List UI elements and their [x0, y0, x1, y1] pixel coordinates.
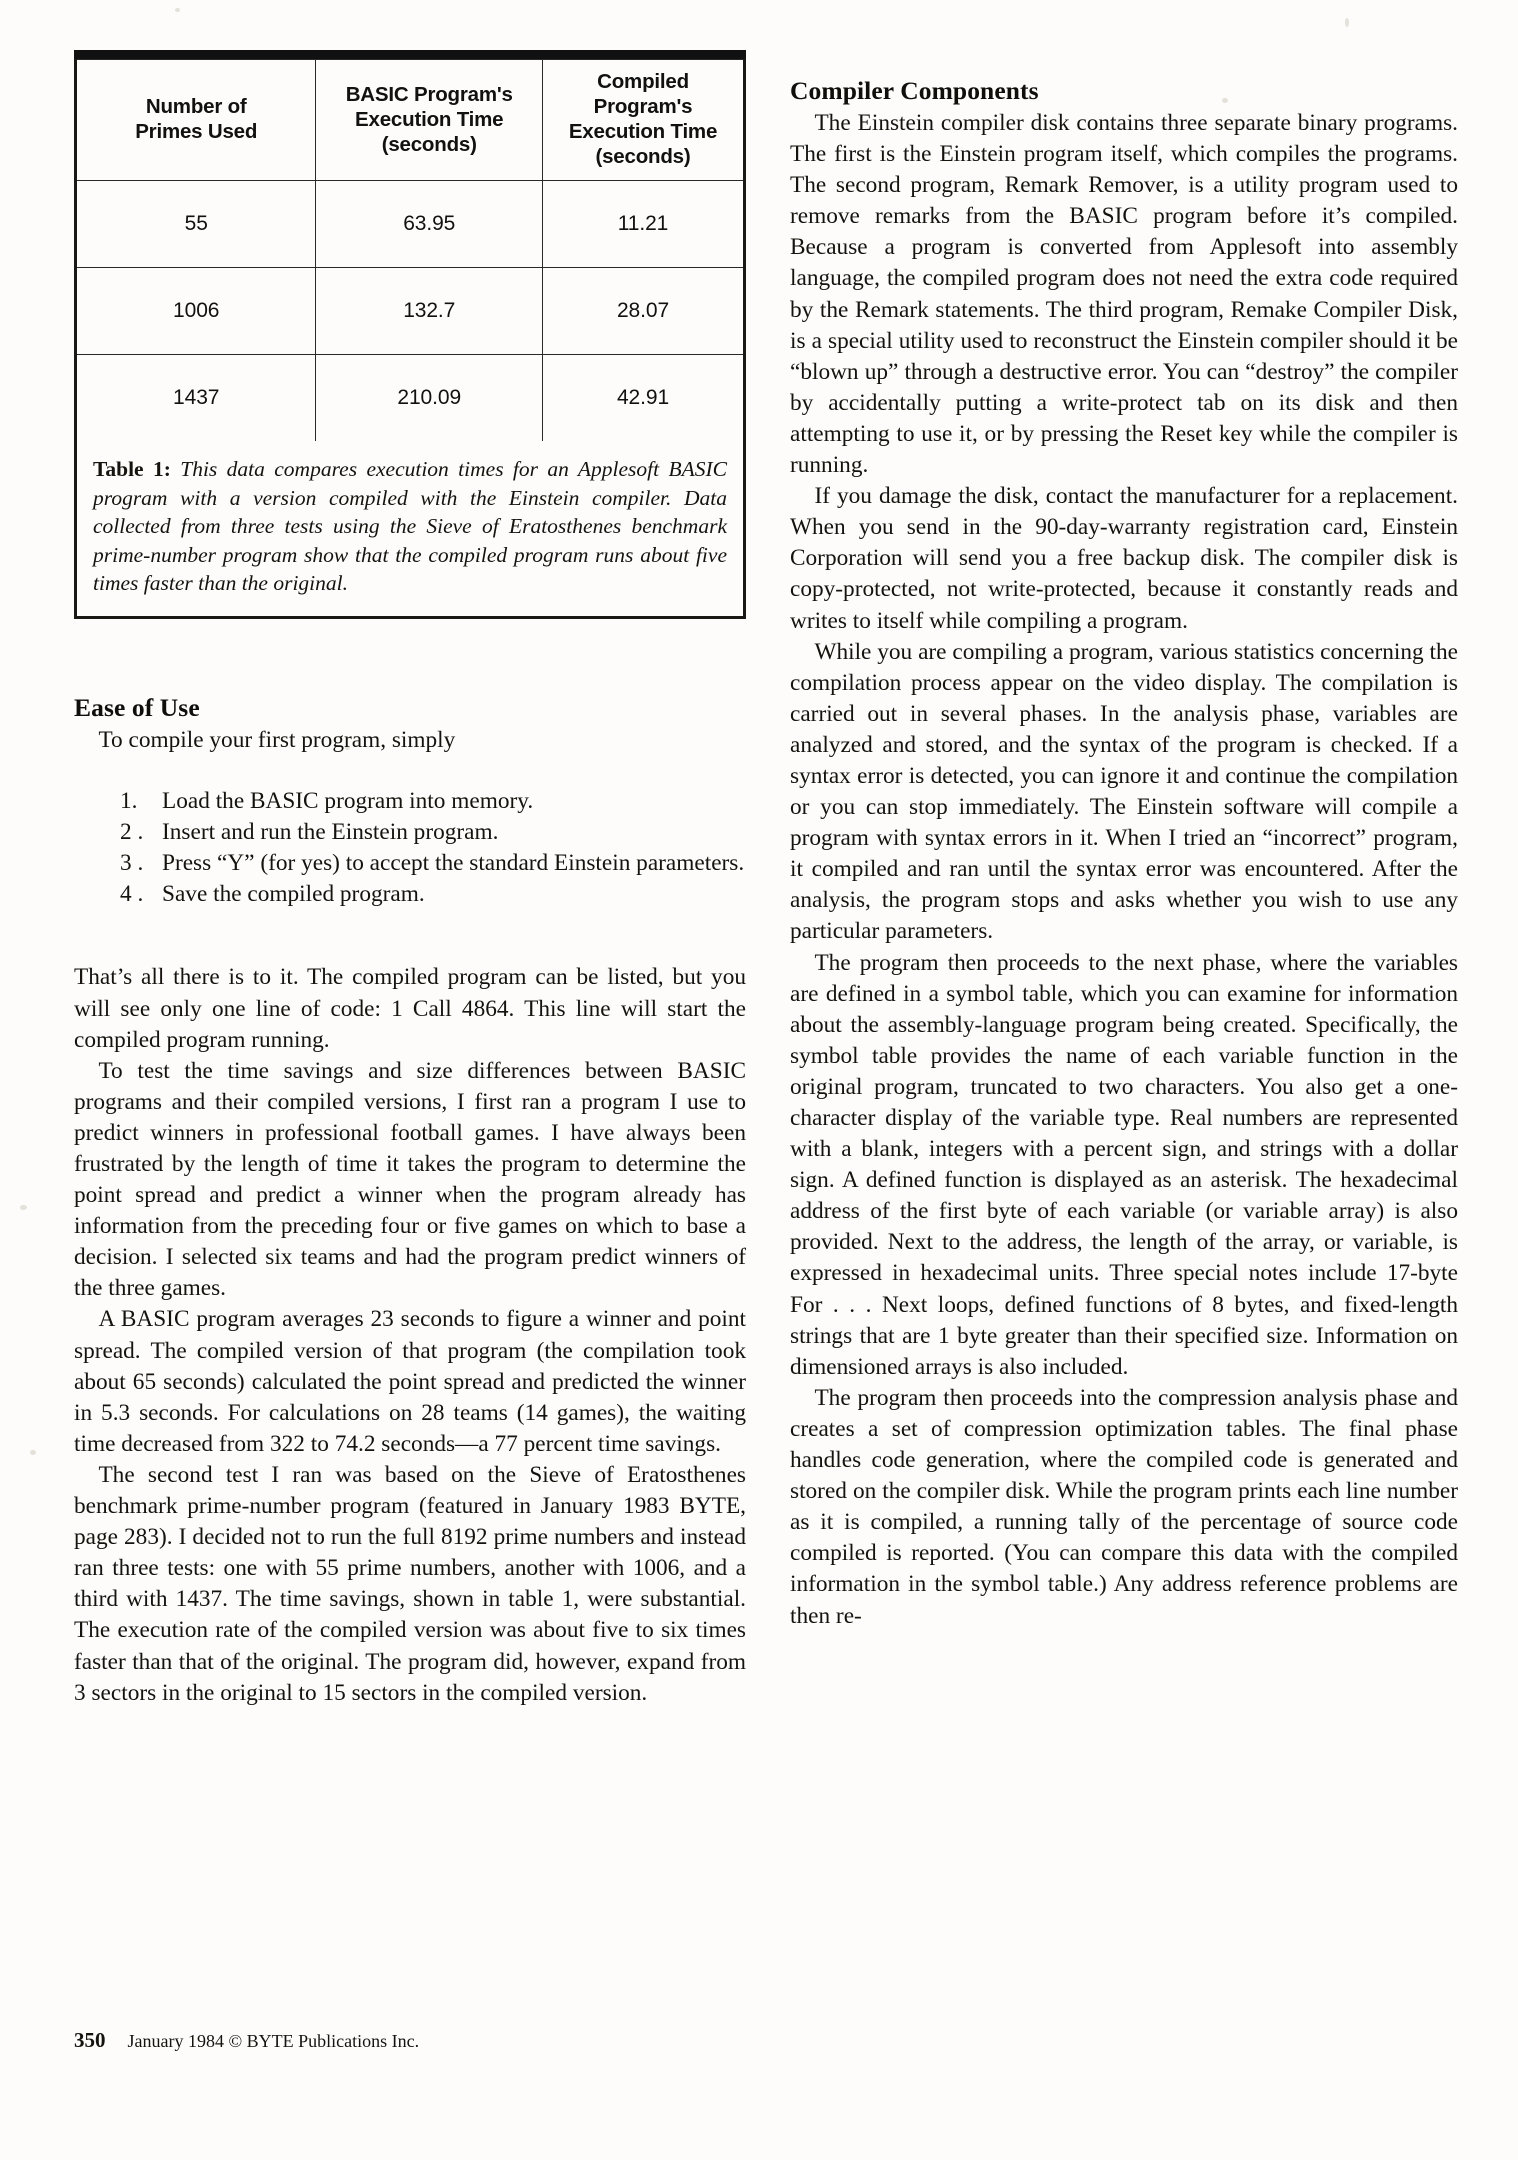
left-paragraph-1: That’s all there is to it. The compiled program can be listed, but you will see only one line of code: 1 Call 4864. This line will start the compiled program running.: [74, 964, 746, 1053]
right-paragraph-4: The program then proceeds to the next phase, where the variables are defined in a symbol table, which you can examine for information about the assembly-language program being created. Specifically, the symbol table provides the name of each variable function in the original program, truncated to two characters. You also get a one-character display of the variable type. Real numbers are represented with a blank, integers with a percent sign, and strings with a dollar sign. A defined function is displayed as an asterisk. The hexadecimal address of the first byte of each variable (or variable array) is also provided. Next to the address, the length of the array, or variable, is expressed in hexadecimal units. Three special notes include 17-byte For . . . Next loops, defined functions of 8 bytes, and fixed-length strings that are 1 byte greater than their specified size. Information on dimensioned arrays is also included.: [790, 949, 1458, 1380]
column-header-basic-time: [316, 60, 543, 181]
header-line: Primes Used: [135, 120, 258, 143]
step-text: Press “Y” (for yes) to accept the standard Einstein parameters.: [162, 850, 745, 877]
section-heading-compiler-components: Compiler Components: [790, 76, 1039, 105]
ease-of-use-intro: To compile your first program, simply: [98, 726, 456, 753]
table-caption-text: This data compares execution times for an Applesoft BASIC program with a version compiled with the Einstein compiler. Data collected from three tests using the Sieve of Eratosthenes benchmark prime-number program show that the compiled program runs about five times faster than the original.: [93, 457, 727, 596]
cell-compiled-time: 28.07: [543, 268, 743, 355]
cell-basic-time: 132.7: [316, 268, 543, 355]
header-line: Execution Time: [568, 120, 718, 143]
footer-credit: January 1984 © BYTE Publications Inc.: [127, 2031, 420, 2051]
right-paragraph-5: The program then proceeds into the compression analysis phase and creates a set of compression optimization tables. The final phase handles code generation, where the compiled code is generated and stored on the compiler disk. While the program prints each line number as it is compiled, a running tally of the percentage of source code compiled is reported. (You can compare this data with the compiled information in the symbol table.) Any address reference problems are then re-: [790, 1384, 1458, 1629]
table-header-row: [77, 60, 743, 181]
header-line: BASIC Program's: [345, 82, 513, 106]
list-item: [120, 879, 746, 910]
step-number: 3 .: [120, 850, 144, 877]
scan-speck: [20, 1205, 27, 1210]
header-line: Execution Time: [355, 107, 504, 131]
step-text: Save the compiled program.: [162, 881, 425, 908]
table-1-block: [74, 50, 746, 619]
column-header-primes: [77, 60, 316, 181]
right-paragraph-3: While you are compiling a program, various statistics concerning the compilation process appear on the video display. The compilation is carried out in several phases. In the analysis phase, variables are analyzed and stored, and the syntax of the program is checked. If a syntax error is detected, you can ignore it and continue the compilation or you can stop immediately. The Einstein software will compile a program with syntax errors in it. When I tried an “incorrect” program, it compiled and ran until the syntax error was encountered. After the analysis, the program stops and asks whether you wish to use any particular parameters.: [790, 638, 1458, 945]
cell-basic-time: 63.95: [316, 181, 543, 268]
step-text: Insert and run the Einstein program.: [162, 819, 499, 846]
page-footer: [74, 2028, 774, 2053]
list-item: [120, 786, 746, 817]
cell-primes: 1006: [77, 268, 316, 355]
list-item: [120, 848, 746, 879]
step-number: 4 .: [120, 881, 144, 908]
table-row: [77, 268, 743, 355]
cell-compiled-time: 42.91: [543, 355, 743, 442]
cell-primes: 55: [77, 181, 316, 268]
scan-speck: [175, 8, 180, 12]
table-caption: [77, 441, 743, 616]
right-paragraph-2: If you damage the disk, contact the manufacturer for a replacement. When you send in the 90-day-warranty registration card, Einstein Corporation will send you a free backup disk. The compiler disk is copy-protected, not write-protected, because it constantly reads and writes to itself while compiling a program.: [790, 483, 1458, 634]
cell-primes: 1437: [77, 355, 316, 442]
step-number: 1.: [120, 788, 138, 815]
left-column: [74, 50, 746, 1709]
list-item: [120, 817, 746, 848]
scan-speck: [30, 1450, 36, 1455]
section-heading-ease-of-use: Ease of Use: [74, 692, 200, 722]
column-header-compiled-time: [543, 60, 743, 181]
table-row: [77, 355, 743, 442]
page-number: 350: [74, 2028, 106, 2052]
header-line: (seconds): [595, 145, 691, 168]
left-paragraph-3: A BASIC program averages 23 seconds to figure a winner and point spread. The compiled version of that program (the compilation took about 65 seconds) calculated the point spread and predicted the winner in 5.3 seconds. For calculations on 28 teams (14 games), the waiting time decreased from 322 to 74.2 seconds—a 77 percent time savings.: [74, 1306, 746, 1457]
scan-speck: [1345, 18, 1349, 27]
table-top-rule: [74, 50, 746, 59]
compile-steps-list: [74, 786, 746, 910]
cell-basic-time: 210.09: [316, 355, 543, 442]
step-number: 2 .: [120, 819, 144, 846]
table-caption-label: Table 1:: [93, 457, 171, 481]
right-paragraph-1: The Einstein compiler disk contains three separate binary programs. The first is the Einstein program itself, which compiles the programs. The second program, Remark Remover, is a utility program used to remove remarks from the BASIC program before it’s compiled. Because a program is converted from Applesoft into assembly language, the compiled program does not need the extra code required by the Remark statements. The third program, Remake Compiler Disk, is a special utility used to reconstruct the Einstein compiler should it be “blown up” through a destructive error. You can “destroy” the compiler by accidentally putting a write-protect tab on its disk and then attempting to use it, or by pressing the Reset key while the compiler is running.: [790, 110, 1458, 479]
header-line: Number of: [145, 95, 247, 118]
cell-compiled-time: 11.21: [543, 181, 743, 268]
step-text: Load the BASIC program into memory.: [162, 788, 534, 815]
header-line: Compiled Program's: [593, 70, 693, 118]
table-row: [77, 181, 743, 268]
right-column: [790, 76, 1458, 1632]
benchmark-table: [77, 59, 743, 441]
header-line: (seconds): [381, 132, 477, 156]
left-paragraph-2: To test the time savings and size differences between BASIC programs and their compiled versions, I first ran a program I use to predict winners in professional football games. I have always been frustrated by the length of time it takes the program to determine the point spread and predict a winner when the program already has information from the preceding four or five games on which to base a decision. I selected six teams and had the program predict winners of the three games.: [74, 1057, 746, 1302]
left-paragraph-4: The second test I ran was based on the Sieve of Eratosthenes benchmark prime-number program (featured in January 1983 BYTE, page 283). I decided not to run the full 8192 prime numbers and instead ran three tests: one with 55 prime numbers, another with 1006, and a third with 1437. The time savings, shown in table 1, were substantial. The execution rate of the compiled version was about five to six times faster than that of the original. The program did, however, expand from 3 sectors in the original to 15 sectors in the compiled version.: [74, 1461, 746, 1706]
